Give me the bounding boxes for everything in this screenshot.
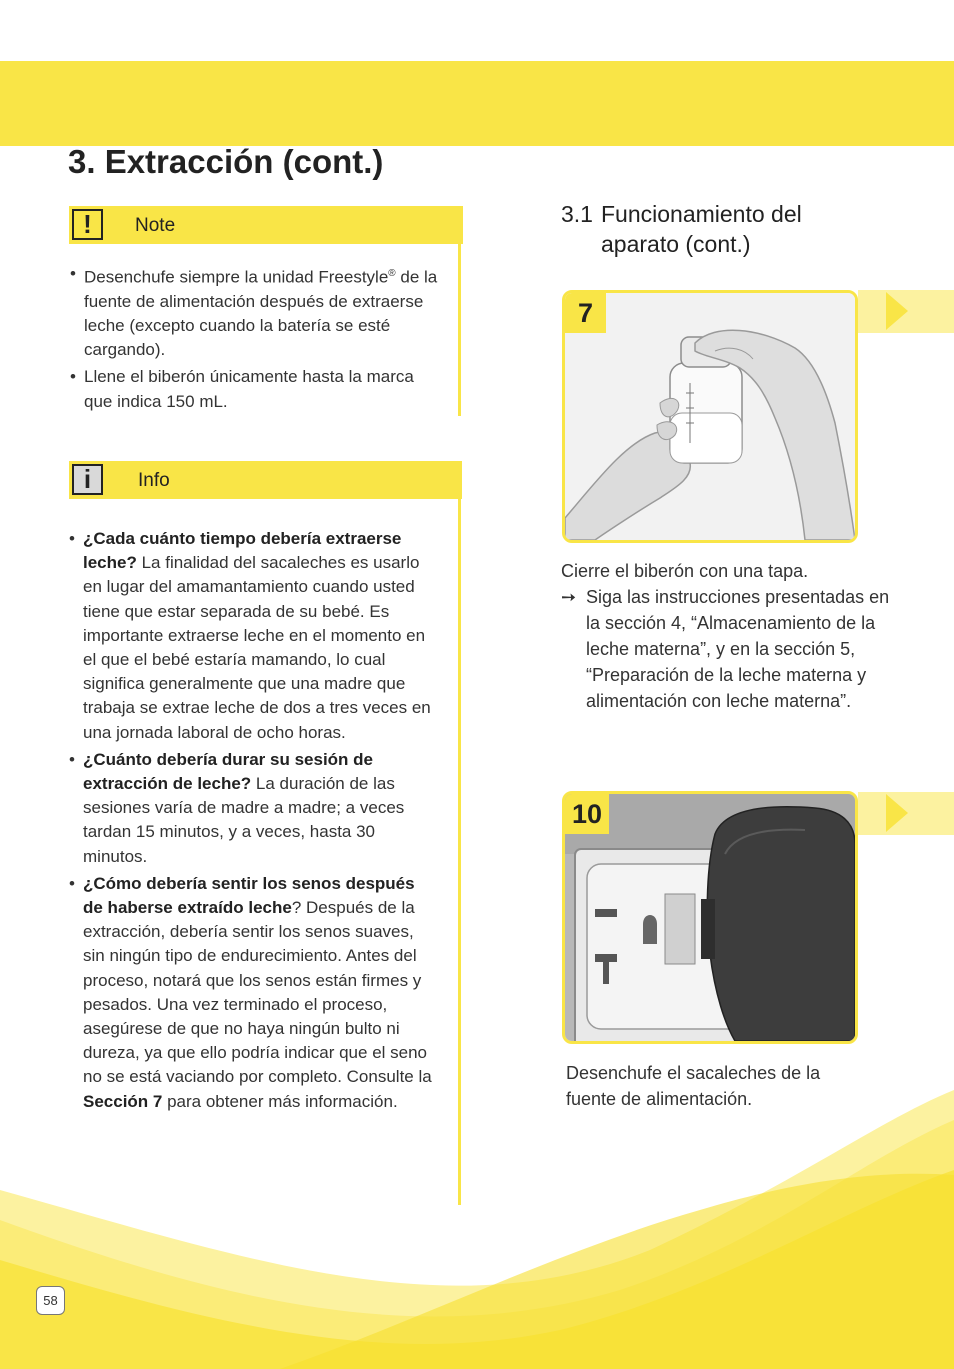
note-list [70,262,442,417]
step7-arrow-strip [858,290,954,333]
note-box-header [69,206,463,244]
info-label: Info [138,470,170,491]
section-title [561,199,861,259]
page-number: 58 [36,1286,65,1315]
step10-image-frame [562,791,858,1044]
step7-image-frame [562,290,858,543]
info-item: • ¿Cómo debería sentir los senos después de haberse extraído leche? Después de la extracción, debería sentir los senos suaves, sin ningún tipo de endurecimiento. Antes del proceso, notará que los senos están firmes y pesados. Una vez terminado el proceso, asegúrese de que no haya ningún bulto ni dureza, ya que ello podría indicar que el seno no se está vaciando por completo. Consulte la Sección 7 para obtener más información. [69,872,433,1114]
step7-caption [561,558,901,714]
section-title-line1: Funcionamiento del [601,201,802,227]
header-band [0,61,954,180]
step10-number: 10 [565,794,609,834]
right-arrow-icon: ➙ [561,587,577,607]
note-label: Note [135,215,176,236]
step7-caption-text: Cierre el biberón con una tapa. [561,561,809,581]
section-title-line2: aparato (cont.) [601,231,751,257]
note-item: • Llene el biberón únicamente hasta la marca que indica 150 mL. [70,365,442,413]
step7-instruction: Siga las instrucciones presentadas en la sección 4, “Almacenamiento de la leche materna”, y en la sección 5, “Preparación de la leche materna y alimentación con leche materna”. [586,587,890,711]
info-list [69,527,433,1117]
page-title: 3. Extracción (cont.) [68,143,384,180]
info-box-rule [458,499,461,1205]
next-arrow-icon [886,292,908,330]
info-box-header [69,461,462,499]
exclamation-icon: ! [72,209,103,240]
note-box-rule [458,244,461,416]
info-item: • ¿Cuánto debería durar su sesión de extracción de leche? La duración de las sesiones varía de madre a madre; a veces tardan 15 minutos, y a veces, hasta 30 minutos. [69,748,433,869]
note-item: • Desenchufe siempre la unidad Freestyle® de la fuente de alimentación después de extraerse leche (excepto cuando la batería se esté cargando). [70,262,442,362]
next-arrow-icon [886,794,908,832]
bottle-cap-photo [565,293,855,540]
step10-caption: Desenchufe el sacaleches de la fuente de alimentación. [566,1063,821,1109]
section-number: 3.1 [561,201,593,227]
step7-number: 7 [565,293,606,333]
info-item: • ¿Cada cuánto tiempo debería extraerse leche? La finalidad del sacaleches es usarlo en lugar del amamantamiento cuando usted tiene que estar separada de su bebé. Es importante extraerse leche en el momento en el que el bebé estaría mamando, lo cual significa generalmente que una madre que trabaja se extrae leche de dos a tres veces en una jornada laboral de ocho horas. [69,527,433,745]
info-icon: i [72,464,103,495]
step10-arrow-strip [858,792,954,835]
